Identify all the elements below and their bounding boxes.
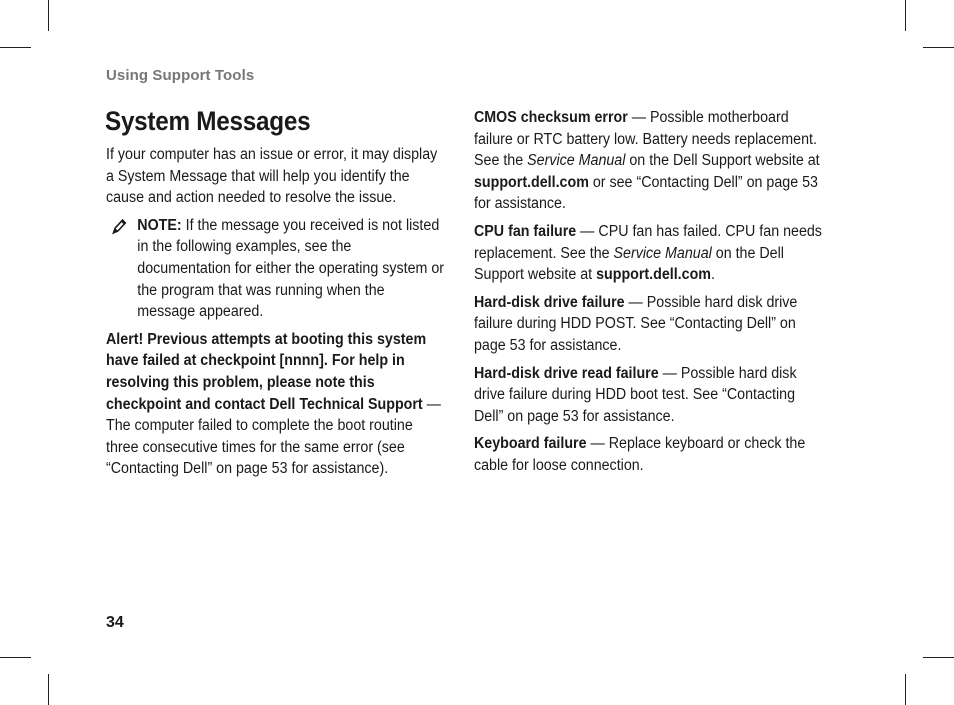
running-header: Using Support Tools	[106, 67, 255, 84]
message-keyboard	[474, 433, 824, 476]
crop-mark-bottom-right-h	[923, 657, 954, 658]
crop-mark-top-right-h	[923, 47, 954, 48]
message-hdd-read-term: Hard-disk drive read failure	[474, 364, 659, 382]
message-alert	[106, 329, 446, 480]
message-cmos-desc-1: — Possible motherboard failure or RTC battery low. Battery needs replacement. See the	[474, 109, 817, 170]
message-hdd-read-desc: — Possible hard disk drive failure during HDD boot test. See “Contacting Dell” on page 53 for assistance.	[474, 364, 797, 425]
message-hdd-desc: — Possible hard disk drive failure during HDD POST. See “Contacting Dell” on page 53 for assistance.	[474, 293, 798, 354]
crop-mark-bottom-left-h	[0, 657, 31, 658]
message-cmos-manual: Service Manual	[527, 152, 626, 170]
message-cpu-fan-desc-1: — CPU fan has failed. CPU fan needs replacement. See the	[474, 222, 822, 262]
left-column-text	[106, 144, 446, 480]
message-alert-term: Alert! Previous attempts at booting this system have failed at checkpoint [nnnn]. For help in resolving this problem, please note this checkpoint and contact Dell Technical Support	[106, 330, 427, 413]
crop-mark-top-right-v	[905, 0, 906, 31]
message-keyboard-desc: — Replace keyboard or check the cable for loose connection.	[474, 435, 806, 474]
message-hdd-term: Hard-disk drive failure	[474, 293, 625, 311]
crop-mark-top-left-h	[0, 47, 31, 48]
message-cmos	[474, 107, 824, 215]
message-cpu-fan-desc-2: on the Dell Support website at	[474, 244, 784, 284]
crop-mark-top-left-v	[48, 0, 49, 31]
right-column	[474, 107, 824, 483]
left-column	[106, 144, 446, 486]
message-cpu-fan-link: support.dell.com	[596, 266, 711, 284]
message-cpu-fan-desc-3: .	[710, 266, 715, 284]
message-cmos-desc-3: or see “Contacting Dell” on page 53 for assistance.	[474, 173, 818, 213]
message-cpu-fan-manual: Service Manual	[613, 244, 712, 262]
note-text: If the message you received is not listed in the following examples, see the documentation for either the operating system or the program that was running when the message appeared.	[137, 216, 445, 321]
message-cmos-term: CMOS checksum error	[474, 109, 628, 126]
message-cpu-fan	[474, 221, 824, 286]
page-number: 34	[106, 614, 124, 631]
message-cpu-fan-term: CPU fan failure	[474, 222, 577, 240]
right-column-text	[474, 107, 824, 477]
message-hdd-read	[474, 363, 824, 428]
message-cmos-desc-2: on the Dell Support website at	[625, 152, 820, 170]
message-cmos-link: support.dell.com	[474, 173, 589, 191]
message-hdd	[474, 292, 824, 357]
message-keyboard-term: Keyboard failure	[474, 435, 587, 453]
crop-mark-bottom-right-v	[905, 674, 906, 705]
crop-mark-bottom-left-v	[48, 674, 49, 705]
page-title: System Messages	[105, 106, 311, 136]
message-alert-desc: — The computer failed to complete the boot routine three consecutive times for the same error (see “Contacting Dell” on page 53 for assistance).	[106, 395, 441, 478]
note-label: NOTE:	[137, 216, 182, 234]
pencil-note-icon	[112, 217, 129, 235]
intro-paragraph: If your computer has an issue or error, it may display a System Message that will help you identify the cause and action needed to resolve the issue.	[106, 146, 438, 207]
note-block	[106, 215, 446, 323]
